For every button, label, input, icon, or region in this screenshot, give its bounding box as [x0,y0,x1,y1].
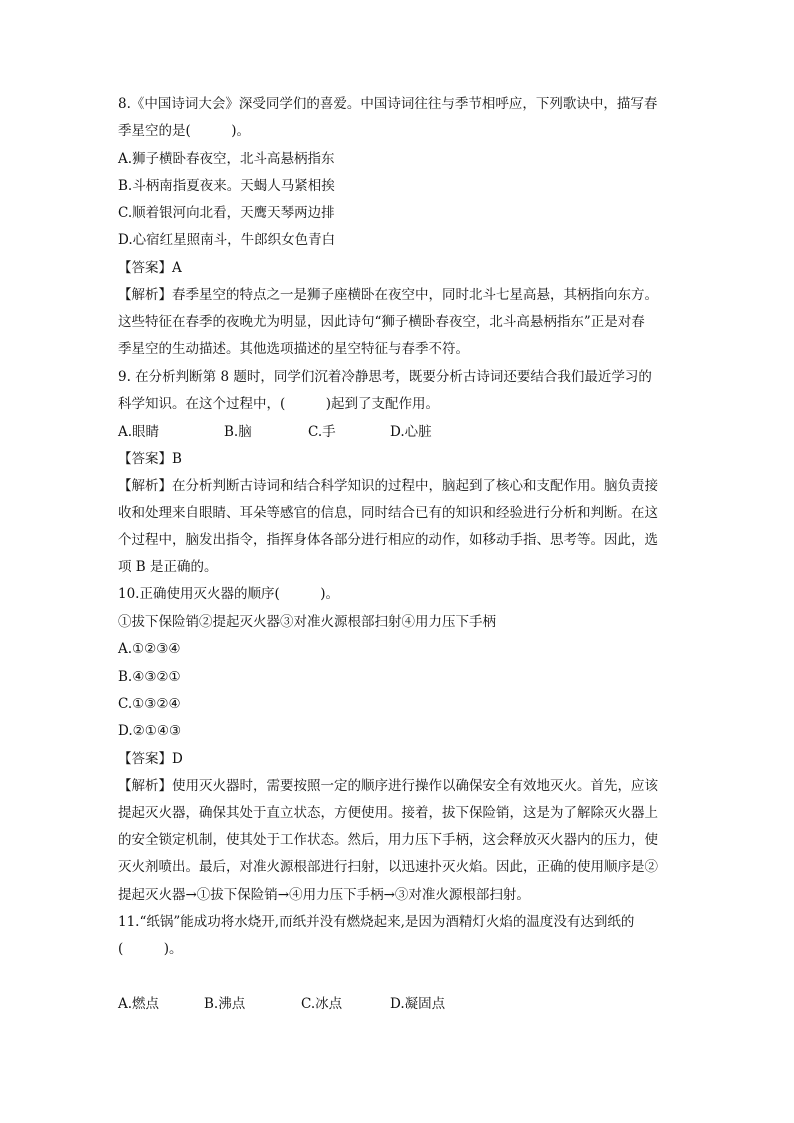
q8-analysis-line1: 【解析】春季星空的特点之一是狮子座横卧在夜空中，同时北斗七星高悬，其柄指向东方。 [118,287,658,303]
q10-analysis-line1: 【解析】使用灭火器时，需要按照一定的顺序进行操作以确保安全有效地灭火。首先，应该 [118,778,658,794]
q9-stem-line2: 科学知识。在这个过程中，( )起到了支配作用。 [118,396,440,412]
q10-analysis-line2: 提起灭火器，确保其处于直立状态，方便使用。接着，拔下保险销，这是为了解除灭火器上 [118,805,658,821]
q9-analysis-line2: 收和处理来自眼睛、耳朵等感官的信息，同时结合已有的知识和经验进行分析和判断。在这 [118,505,658,521]
q9-analysis-line1: 【解析】在分析判断古诗词和结合科学知识的过程中，脑起到了核心和支配作用。脑负责接 [118,478,658,494]
q8-option-b: B.斗柄南指夏夜来。天蝎人马紧相挨 [118,178,335,194]
q10-analysis-line3: 的安全锁定机制，使其处于工作状态。然后，用力压下手柄，这会释放灭火器内的压力，使 [118,832,658,848]
q8-option-d: D.心宿红星照南斗，牛郎织女色青白 [118,232,336,248]
q8-option-c: C.顺着银河向北看，天鹰天琴两边排 [118,205,335,221]
q8-analysis-line2: 这些特征在春季的夜晚尤为明显，因此诗句“狮子横卧春夜空，北斗高悬柄指东”正是对春 [118,314,645,330]
q10-answer: 【答案】D [118,751,183,767]
q9-stem-line1: 9. 在分析判断第 8 题时，同学们沉着冷静思考，既要分析古诗词还要结合我们最近学习的 [118,369,652,385]
q10-analysis-line4: 灭火剂喷出。最后，对准火源根部进行扫射，以迅速扑灭火焰。因此，正确的使用顺序是② [118,859,658,875]
q9-option-a: A.眼睛 [118,424,160,440]
q11-stem-line1: 11.“纸锅”能成功将水烧开,而纸并没有燃烧起来,是因为酒精灯火焰的温度没有达到纸的 [118,914,635,930]
q11-option-d: D.凝固点 [390,996,446,1012]
q9-answer: 【答案】B [118,451,182,467]
q10-option-b: B.④③②① [118,669,181,685]
q10-steps: ①拔下保险销②提起灭火器③对准火源根部扫射④用力压下手柄 [118,614,496,630]
q11-option-b: B.沸点 [204,996,246,1012]
q9-option-b: B.脑 [224,424,252,440]
q9-option-d: D.心脏 [390,424,432,440]
q8-stem-line1: 8.《中国诗词大会》深受同学们的喜爱。中国诗词往往与季节相呼应，下列歌诀中，描写春 [118,96,658,112]
q9-analysis-line4: 项 B 是正确的。 [118,559,218,575]
q8-option-a: A.狮子横卧春夜空，北斗高悬柄指东 [118,151,335,167]
q9-option-c: C.手 [308,424,336,440]
q10-stem-line1: 10.正确使用灭火器的顺序( )。 [118,586,340,602]
q8-stem-line2: 季星空的是( )。 [118,123,251,139]
q10-option-a: A.①②③④ [118,641,181,657]
q8-answer: 【答案】A [118,260,182,276]
q10-option-c: C.①③②④ [118,696,181,712]
q8-analysis-line3: 季星空的生动描述。其他选项描述的星空特征与春季不符。 [118,341,469,357]
q11-option-c: C.冰点 [301,996,343,1012]
q9-analysis-line3: 个过程中，脑发出指令，指挥身体各部分进行相应的动作，如移动手指、思考等。因此，选 [118,532,658,548]
q10-option-d: D.②①④③ [118,723,182,739]
q11-stem-line2: ( )。 [118,941,183,957]
q11-option-a: A.燃点 [118,996,160,1012]
q10-analysis-line5: 提起灭火器→①拔下保险销→④用力压下手柄→③对准火源根部扫射。 [118,887,530,903]
